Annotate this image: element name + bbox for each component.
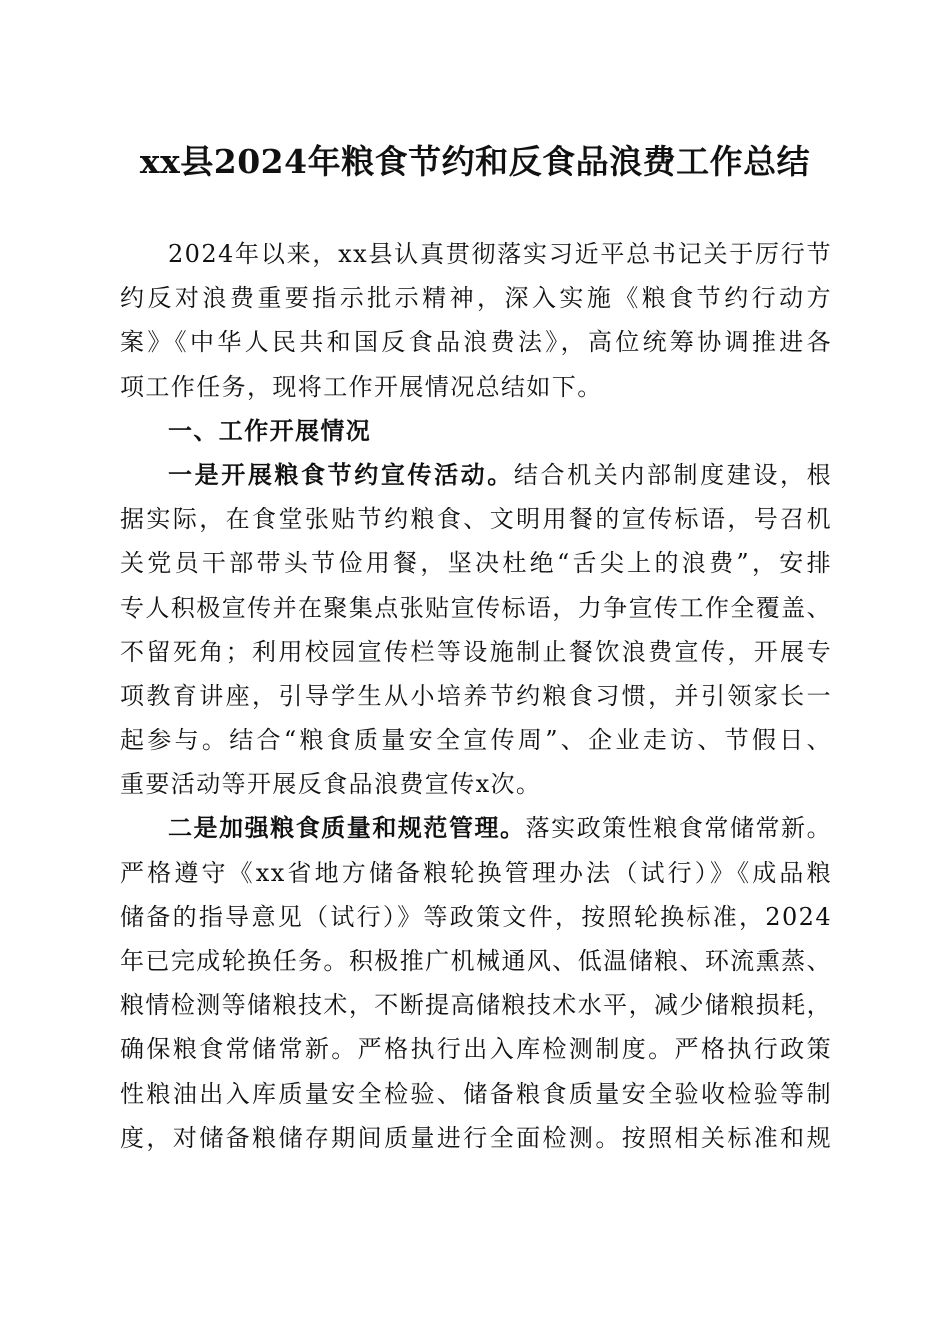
- paragraph-line: 严格遵守《xx省地方储备粮轮换管理办法（试行）》《成品粮: [120, 858, 832, 887]
- paragraph-text: 结合机关内部制度建设，根: [513, 460, 832, 489]
- paragraph-lead: 二是加强粮食质量和规范管理。: [168, 813, 526, 843]
- paragraph-first-line: [120, 806, 832, 850]
- paragraph-line: 项教育讲座，引导学生从小培养节约粮食习惯，并引领家长一: [120, 681, 832, 710]
- paragraph-line: 不留死角；利用校园宣传栏等设施制止餐饮浪费宣传，开展专: [120, 637, 832, 666]
- paragraph-lead: 一是开展粮食节约宣传活动。: [168, 459, 514, 489]
- paragraph-line: 起参与。结合“粮食质量安全宣传周”、企业走访、节假日、: [120, 726, 832, 755]
- paragraph-line: 据实际，在食堂张贴节约粮食、文明用餐的宣传标语，号召机: [120, 505, 832, 534]
- intro-line: 约反对浪费重要指示批示精神，深入实施《粮食节约行动方: [120, 284, 832, 313]
- intro-paragraph: [120, 232, 832, 409]
- paragraph-text: 落实政策性粮食常储常新。: [525, 814, 832, 843]
- paragraph-first-line: [120, 453, 832, 497]
- intro-line: 案》《中华人民共和国反食品浪费法》，高位统筹协调推进各: [120, 328, 832, 357]
- paragraph-line: 度，对储备粮储存期间质量进行全面检测。按照相关标准和规: [120, 1123, 832, 1152]
- paragraph-line: 年已完成轮换任务。积极推广机械通风、低温储粮、环流熏蒸、: [120, 947, 832, 975]
- paragraph-quality-management: [120, 806, 832, 1160]
- document-title: xx县2024年粮食节约和反食品浪费工作总结: [139, 142, 811, 181]
- section-heading: 一、工作开展情况: [168, 416, 372, 445]
- paragraph-line: 重要活动等开展反食品浪费宣传x次。: [120, 770, 542, 799]
- paragraph-publicity: [120, 453, 832, 807]
- paragraph-line: 粮情检测等储粮技术，不断提高储粮技术水平，减少储粮损耗，: [120, 991, 832, 1020]
- paragraph-line: 性粮油出入库质量安全检验、储备粮食质量安全验收检验等制: [120, 1079, 832, 1108]
- paragraph-line: 关党员干部带头节俭用餐，坚决杜绝“舌尖上的浪费”，安排: [120, 549, 832, 578]
- paragraph-line: 储备的指导意见（试行）》等政策文件，按照轮换标准，2024: [120, 902, 832, 931]
- intro-line: 2024年以来，xx县认真贯彻落实习近平总书记关于厉行节: [168, 240, 832, 268]
- paragraph-line: 专人积极宣传并在聚集点张贴宣传标语，力争宣传工作全覆盖、: [120, 593, 832, 622]
- paragraph-line: 确保粮食常储常新。严格执行出入库检测制度。严格执行政策: [120, 1035, 832, 1064]
- document-body: [120, 232, 832, 1160]
- intro-line: 项工作任务，现将工作开展情况总结如下。: [120, 372, 603, 401]
